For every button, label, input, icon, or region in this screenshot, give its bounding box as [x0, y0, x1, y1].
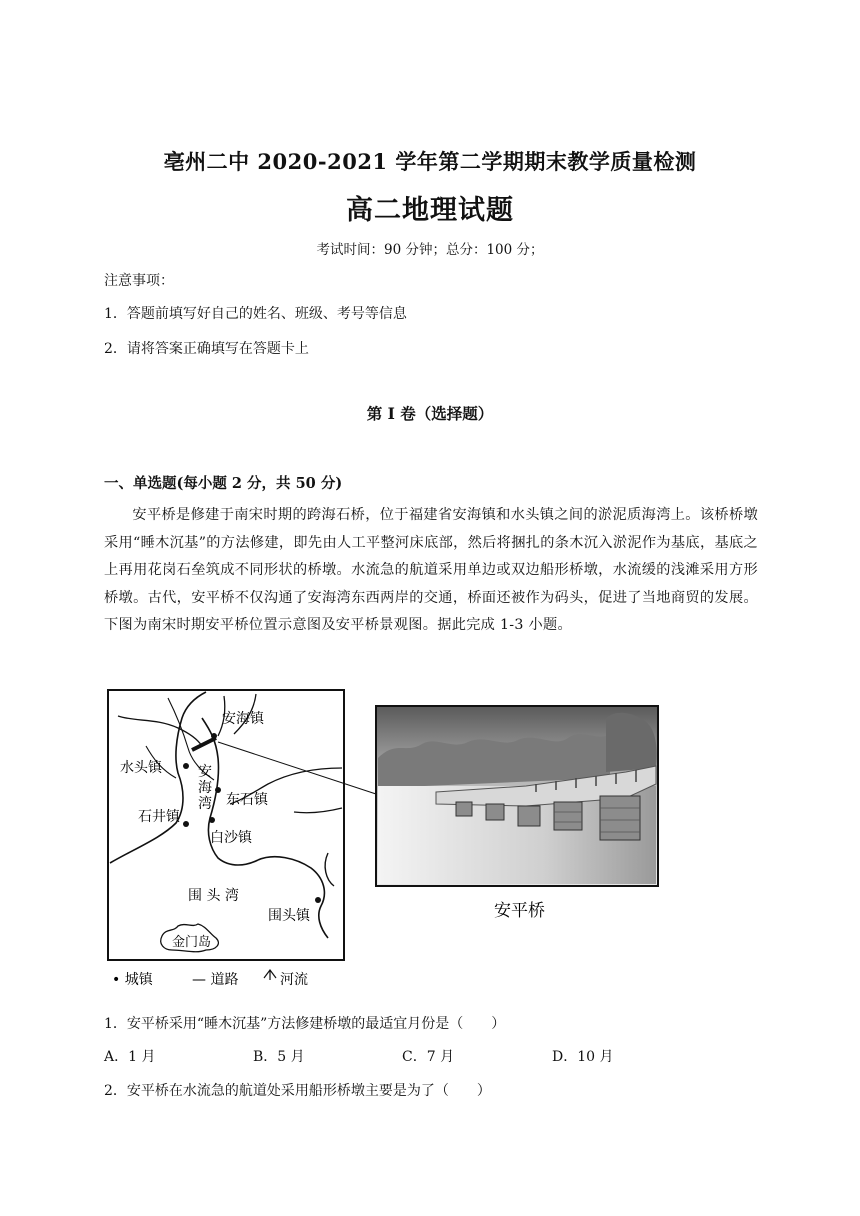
part-heading: 一、单选题(每小题 2 分，共 50 分)	[104, 475, 343, 492]
q1-option-d: D．10 月	[552, 1049, 614, 1065]
figure-svg	[106, 688, 666, 990]
q1-option-b: B．5 月	[253, 1049, 305, 1065]
map-label-weitou-town: 围头镇	[268, 908, 310, 924]
location-map	[108, 690, 344, 960]
map-label-anhai: 安海镇	[222, 711, 264, 727]
exam-title: 亳州二中 2020-2021 学年第二学期期末教学质量检测	[163, 149, 697, 174]
q1-option-a: A．1 月	[104, 1049, 156, 1065]
bridge-photo	[376, 706, 658, 921]
map-label-bay-2: 海	[198, 780, 212, 796]
legend-river: 河流	[280, 972, 308, 988]
map-label-bay-1: 安	[198, 764, 212, 780]
figure	[106, 688, 666, 990]
note-item-2: 2．请将答案正确填写在答题卡上	[104, 341, 309, 357]
map-label-weitou-bay: 围 头 湾	[188, 888, 239, 904]
photo-caption: 安平桥	[494, 901, 545, 921]
map-label-shijing: 石井镇	[138, 809, 180, 825]
river-legend-icon	[264, 970, 276, 980]
subject-title: 高二地理试题	[346, 195, 514, 226]
question-1-stem: 1．安平桥采用“睡木沉基”方法修建桥墩的最适宜月份是（ ）	[104, 1016, 506, 1032]
map-label-bay-3: 湾	[198, 796, 212, 812]
map-legend	[112, 970, 308, 988]
notes-label: 注意事项：	[104, 273, 174, 289]
reading-passage: 安平桥是修建于南宋时期的跨海石桥，位于福建省安海镇和水头镇之间的淤泥质海湾上。该桥桥墩采用“睡木沉基”的方法修建，即先由人工平整河床底部，然后将捆扎的条木沉入淤泥作为基底，基底之上再用花岗石垒筑成不同形状的桥墩。水流急的航道采用单边或双边船形桥墩，水流缓的浅滩采用方形桥墩。古代，安平桥不仅沟通了安海湾东西两岸的交通，桥面还被作为码头，促进了当地商贸的发展。下图为南宋时期安平桥位置示意图及安平桥景观图。据此完成 1-3 小题。	[104, 507, 758, 634]
map-label-baisha: 白沙镇	[210, 830, 252, 846]
legend-town: • 城镇	[112, 972, 153, 988]
q1-option-c: C．7 月	[402, 1049, 455, 1065]
map-label-dongshi: 东石镇	[226, 792, 268, 808]
section-title: 第 I 卷（选择题）	[366, 404, 494, 423]
map-label-jinmen: 金门岛	[172, 935, 212, 950]
legend-road: — 道路	[192, 972, 239, 988]
exam-info: 考试时间：90 分钟；总分：100 分；	[316, 242, 544, 258]
note-item-1: 1．答题前填写好自己的姓名、班级、考号等信息	[104, 306, 407, 322]
question-2-stem: 2．安平桥在水流急的航道处采用船形桥墩主要是为了（ ）	[104, 1083, 491, 1099]
map-label-shuitou: 水头镇	[120, 760, 162, 776]
